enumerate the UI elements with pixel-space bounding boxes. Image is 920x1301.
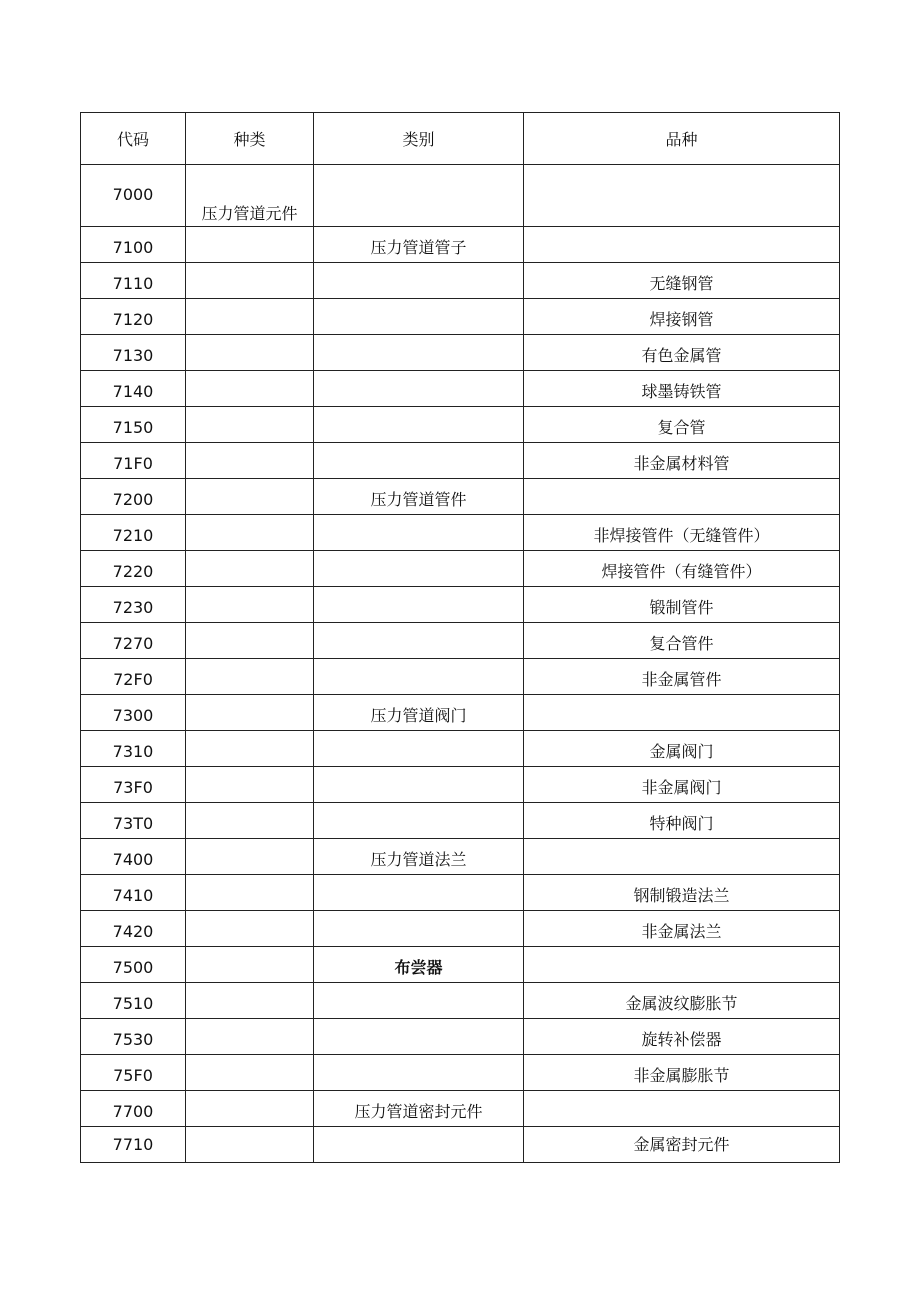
cell-kind xyxy=(186,983,314,1019)
cell-category xyxy=(314,515,524,551)
cell-kind xyxy=(186,1127,314,1163)
cell-code: 7120 xyxy=(81,299,186,335)
cell-code: 7140 xyxy=(81,371,186,407)
table-row xyxy=(81,443,840,479)
cell-kind xyxy=(186,623,314,659)
header-kind: 种类 xyxy=(186,113,314,165)
cell-kind xyxy=(186,947,314,983)
cell-variety xyxy=(524,839,840,875)
cell-kind xyxy=(186,587,314,623)
classification-table xyxy=(80,112,840,1163)
cell-variety: 球墨铸铁管 xyxy=(524,371,840,407)
cell-category xyxy=(314,659,524,695)
cell-category xyxy=(314,443,524,479)
cell-code: 7270 xyxy=(81,623,186,659)
cell-code: 73F0 xyxy=(81,767,186,803)
cell-variety: 非金属法兰 xyxy=(524,911,840,947)
cell-variety xyxy=(524,227,840,263)
table-row xyxy=(81,1127,840,1163)
cell-code: 7530 xyxy=(81,1019,186,1055)
cell-kind xyxy=(186,479,314,515)
table-header-row xyxy=(81,113,840,165)
cell-variety: 特种阀门 xyxy=(524,803,840,839)
cell-code: 7200 xyxy=(81,479,186,515)
cell-variety: 非金属管件 xyxy=(524,659,840,695)
cell-category xyxy=(314,803,524,839)
cell-code: 7210 xyxy=(81,515,186,551)
header-code: 代码 xyxy=(81,113,186,165)
cell-variety: 非金属阀门 xyxy=(524,767,840,803)
table-row xyxy=(81,767,840,803)
cell-category xyxy=(314,263,524,299)
cell-category xyxy=(314,335,524,371)
cell-kind xyxy=(186,803,314,839)
cell-variety: 锻制管件 xyxy=(524,587,840,623)
cell-variety xyxy=(524,165,840,227)
cell-code: 75F0 xyxy=(81,1055,186,1091)
cell-code: 7150 xyxy=(81,407,186,443)
cell-code: 7110 xyxy=(81,263,186,299)
cell-category xyxy=(314,1127,524,1163)
cell-code: 71F0 xyxy=(81,443,186,479)
cell-variety xyxy=(524,947,840,983)
cell-variety xyxy=(524,695,840,731)
cell-code: 73T0 xyxy=(81,803,186,839)
cell-kind xyxy=(186,1091,314,1127)
cell-kind xyxy=(186,875,314,911)
table-row xyxy=(81,335,840,371)
cell-variety: 复合管件 xyxy=(524,623,840,659)
cell-category xyxy=(314,623,524,659)
table-row xyxy=(81,1055,840,1091)
cell-variety: 旋转补偿器 xyxy=(524,1019,840,1055)
cell-kind xyxy=(186,371,314,407)
cell-variety: 复合管 xyxy=(524,407,840,443)
cell-category xyxy=(314,875,524,911)
table-body xyxy=(81,165,840,1163)
cell-category: 压力管道法兰 xyxy=(314,839,524,875)
table-row xyxy=(81,227,840,263)
cell-category xyxy=(314,983,524,1019)
cell-category xyxy=(314,1055,524,1091)
cell-variety: 非金属膨胀节 xyxy=(524,1055,840,1091)
table-row xyxy=(81,299,840,335)
cell-variety xyxy=(524,1091,840,1127)
cell-code: 7100 xyxy=(81,227,186,263)
cell-variety: 焊接钢管 xyxy=(524,299,840,335)
table-row xyxy=(81,371,840,407)
table-row xyxy=(81,803,840,839)
cell-category: 压力管道阀门 xyxy=(314,695,524,731)
table-row xyxy=(81,947,840,983)
cell-code: 72F0 xyxy=(81,659,186,695)
cell-category xyxy=(314,767,524,803)
table-row xyxy=(81,515,840,551)
cell-variety: 金属密封元件 xyxy=(524,1127,840,1163)
cell-category xyxy=(314,371,524,407)
cell-code: 7410 xyxy=(81,875,186,911)
header-variety: 品种 xyxy=(524,113,840,165)
cell-code: 7500 xyxy=(81,947,186,983)
cell-kind xyxy=(186,695,314,731)
cell-kind xyxy=(186,839,314,875)
table-row xyxy=(81,407,840,443)
table-row xyxy=(81,839,840,875)
cell-kind xyxy=(186,227,314,263)
cell-category xyxy=(314,731,524,767)
cell-code: 7700 xyxy=(81,1091,186,1127)
cell-code: 7130 xyxy=(81,335,186,371)
table-row xyxy=(81,1091,840,1127)
table-row xyxy=(81,983,840,1019)
cell-variety: 非焊接管件（无缝管件） xyxy=(524,515,840,551)
table-row xyxy=(81,875,840,911)
cell-category xyxy=(314,911,524,947)
cell-code: 7220 xyxy=(81,551,186,587)
cell-code: 7420 xyxy=(81,911,186,947)
cell-kind xyxy=(186,515,314,551)
table-row xyxy=(81,551,840,587)
cell-category: 压力管道管件 xyxy=(314,479,524,515)
cell-category xyxy=(314,299,524,335)
table-row xyxy=(81,479,840,515)
cell-variety xyxy=(524,479,840,515)
table-row xyxy=(81,1019,840,1055)
cell-category xyxy=(314,1019,524,1055)
cell-kind xyxy=(186,767,314,803)
cell-category xyxy=(314,407,524,443)
cell-kind xyxy=(186,263,314,299)
document-page xyxy=(80,112,839,1163)
cell-code: 7310 xyxy=(81,731,186,767)
cell-category xyxy=(314,165,524,227)
cell-category: 压力管道管子 xyxy=(314,227,524,263)
cell-variety: 金属阀门 xyxy=(524,731,840,767)
cell-kind xyxy=(186,1055,314,1091)
cell-code: 7000 xyxy=(81,165,186,227)
cell-kind xyxy=(186,1019,314,1055)
cell-kind xyxy=(186,659,314,695)
cell-variety: 有色金属管 xyxy=(524,335,840,371)
cell-variety: 非金属材料管 xyxy=(524,443,840,479)
cell-kind xyxy=(186,335,314,371)
table-row xyxy=(81,911,840,947)
table-row xyxy=(81,659,840,695)
cell-variety: 焊接管件（有缝管件） xyxy=(524,551,840,587)
header-category: 类别 xyxy=(314,113,524,165)
cell-category xyxy=(314,587,524,623)
cell-variety: 钢制锻造法兰 xyxy=(524,875,840,911)
table-row xyxy=(81,623,840,659)
cell-kind xyxy=(186,731,314,767)
cell-category: 压力管道密封元件 xyxy=(314,1091,524,1127)
cell-code: 7230 xyxy=(81,587,186,623)
table-row xyxy=(81,587,840,623)
cell-kind xyxy=(186,407,314,443)
table-row xyxy=(81,731,840,767)
cell-category: 布尝器 xyxy=(314,947,524,983)
cell-code: 7300 xyxy=(81,695,186,731)
table-row xyxy=(81,695,840,731)
table-row xyxy=(81,263,840,299)
cell-kind xyxy=(186,911,314,947)
cell-kind xyxy=(186,299,314,335)
table-row xyxy=(81,165,840,227)
cell-code: 7400 xyxy=(81,839,186,875)
cell-variety: 无缝钢管 xyxy=(524,263,840,299)
cell-code: 7510 xyxy=(81,983,186,1019)
cell-kind: 压力管道元件 xyxy=(186,165,314,227)
cell-kind xyxy=(186,551,314,587)
cell-category xyxy=(314,551,524,587)
cell-variety: 金属波纹膨胀节 xyxy=(524,983,840,1019)
cell-code: 7710 xyxy=(81,1127,186,1163)
cell-kind xyxy=(186,443,314,479)
